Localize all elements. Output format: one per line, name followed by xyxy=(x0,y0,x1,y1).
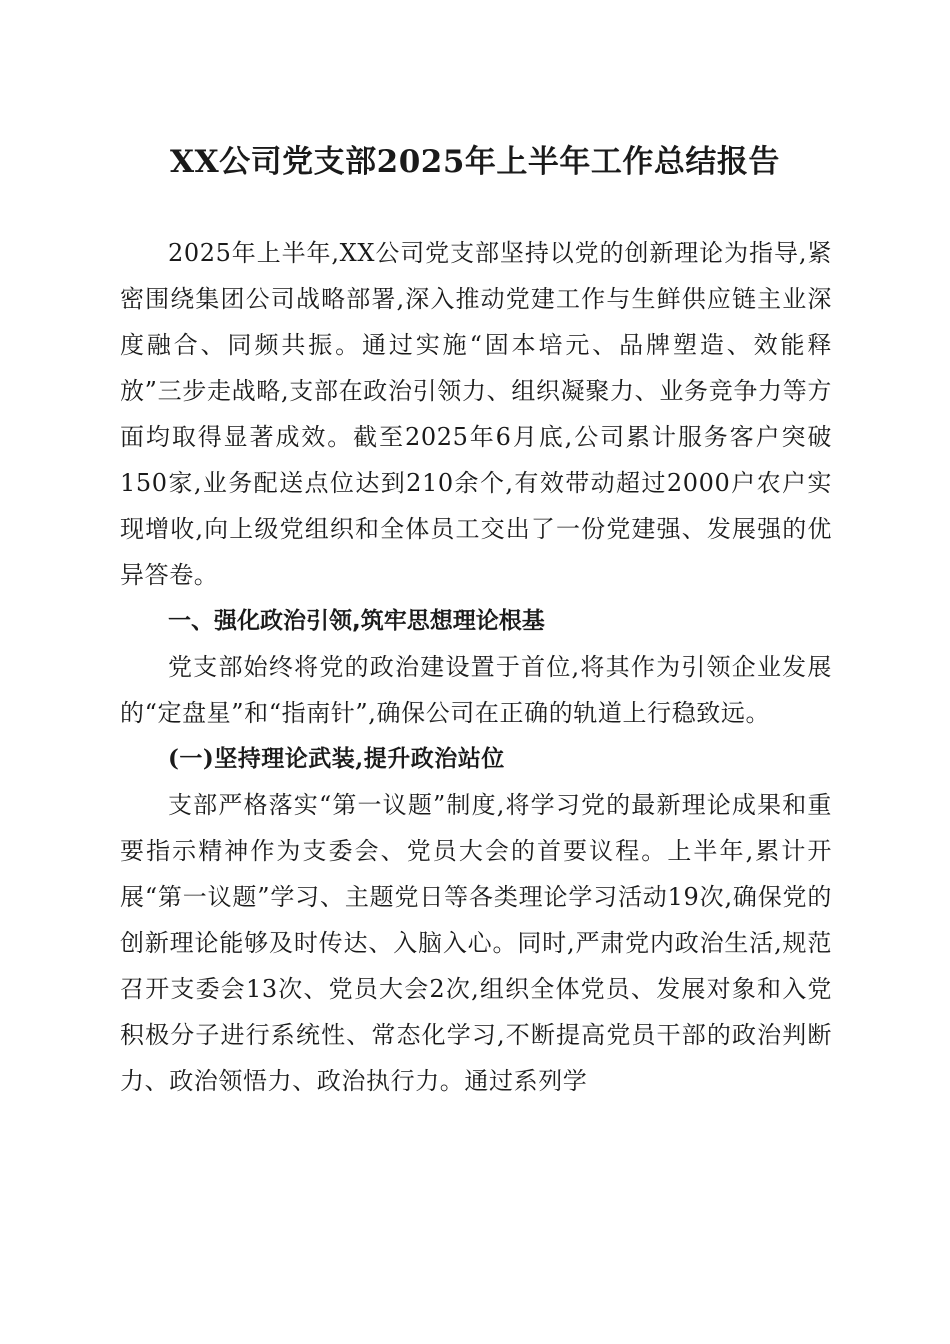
document-title: XX公司党支部2025年上半年工作总结报告 xyxy=(170,144,780,180)
section-heading-1: 一、强化政治引领,筑牢思想理论根基 xyxy=(168,608,545,634)
subsection-heading-1: (一)坚持理论武装,提升政治站位 xyxy=(168,745,505,772)
subsection-1-paragraph: 支部严格落实“第一议题”制度,将学习党的最新理论成果和重要指示精神作为支委会、党员大会的首要议程。上半年,累计开展“第一议题”学习、主题党日等各类理论学习活动19次,确保党的创新理论能够及时传达、入脑入心。同时,严肃党内政治生活,规范召开支委会13次、党员大会2次,组织全体党员、发展对象和入党积极分子进行系统性、常态化学习,不断提高党员干部的政治判断力、政治领悟力、政治执行力。通过系列学 xyxy=(120,791,832,1095)
section-1-paragraph: 党支部始终将党的政治建设置于首位,将其作为引领企业发展的“定盘星”和“指南针”,确保公司在正确的轨道上行稳致远。 xyxy=(120,653,832,727)
intro-paragraph: 2025年上半年,XX公司党支部坚持以党的创新理论为指导,紧密围绕集团公司战略部署,深入推动党建工作与生鲜供应链主业深度融合、同频共振。通过实施“固本培元、品牌塑造、效能释放”三步走战略,支部在政治引领力、组织凝聚力、业务竞争力等方面均取得显著成效。截至2025年6月底,公司累计服务客户突破150家,业务配送点位达到210余个,有效带动超过2000户农户实现增收,向上级党组织和全体员工交出了一份党建强、发展强的优异答卷。 xyxy=(120,239,832,589)
document-body xyxy=(120,230,832,1104)
